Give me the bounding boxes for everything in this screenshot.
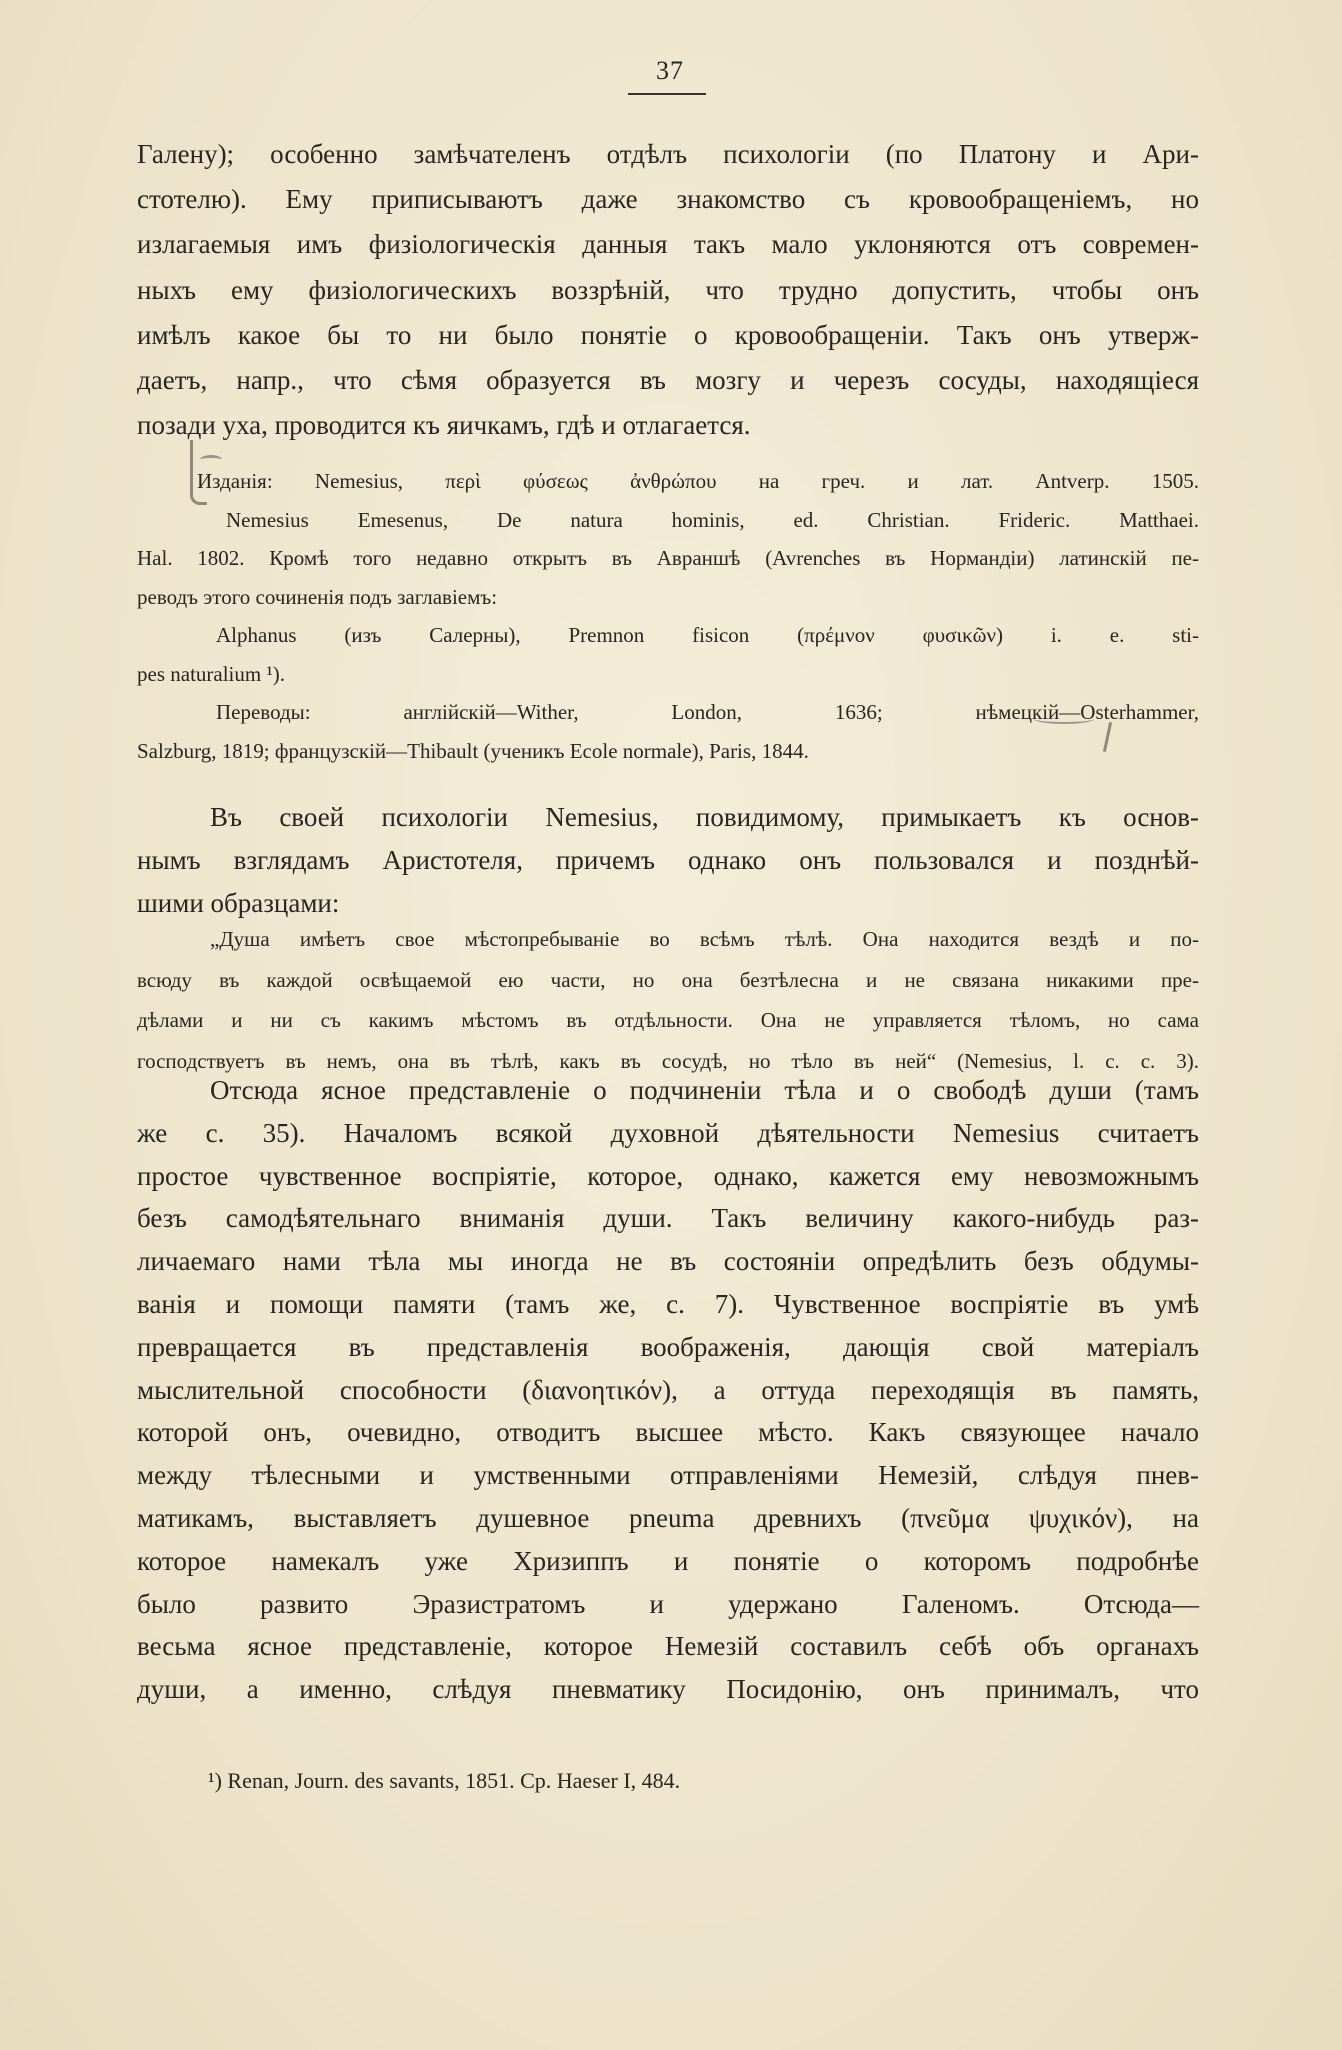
text-line: реводъ этого сочиненія подъ заглавіемъ: [137, 584, 498, 609]
text-line: Отсюда ясное представленіе о подчиненіи тѣла и о свободѣ души (тамъ [210, 1075, 1199, 1105]
text-line: позади уха, проводится къ яичкамъ, гдѣ и отлагается. [137, 410, 751, 441]
text-line: Hal. 1802. Кромѣ того недавно открытъ въ Авраншѣ (Avrenches въ Нормандіи) латинскій пе- [137, 546, 1199, 570]
text-line: Изданія: Nemesius, περὶ φύσεως ἀνθρώπου на греч. и лат. Antverp. 1505. [197, 469, 1199, 493]
text-line: личаемаго нами тѣла мы иногда не въ состояніи опредѣлить безъ обдумы- [137, 1246, 1199, 1277]
quotation [137, 919, 1199, 1081]
page-number: 37 [656, 56, 684, 85]
text-line: весьма ясное представленіе, которое Немезій составилъ себѣ объ органахъ [137, 1631, 1199, 1662]
paragraph-1 [137, 132, 1199, 448]
text-line: ванія и помощи памяти (тамъ же, с. 7). Чувственное воспріятіе въ умѣ [137, 1288, 1199, 1319]
text-line: имѣлъ какое бы то ни было понятіе о кровообращеніи. Такъ онъ утверж- [137, 319, 1199, 350]
text-line: Alphanus (изъ Салерны), Premnon fisicon (πρέμνον φυσικῶν) i. e. sti- [216, 623, 1199, 647]
text-line: превращается въ представленія воображенія, дающія свой матеріалъ [137, 1331, 1199, 1362]
paragraph-3 [137, 1069, 1199, 1711]
text-line: Salzburg, 1819; французскій—Thibault (ученикъ Ecole normale), Paris, 1844. [137, 738, 809, 763]
text-line: даетъ, напр., что сѣмя образуется въ мозгу и черезъ сосуды, находящіеся [137, 364, 1199, 395]
text-line: Переводы: англійскій—Wither, London, 1636; нѣмецкій—Osterhammer, [216, 700, 1199, 724]
text-line: же с. 35). Началомъ всякой духовной дѣятельности Nemesius считаетъ [137, 1117, 1199, 1148]
text-line: стотелю). Ему приписываютъ даже знакомство съ кровообращеніемъ, но [137, 184, 1199, 215]
pencil-underline-mark [1034, 714, 1094, 724]
text-line: души, а именно, слѣдуя пневматику Посидонію, онъ принималъ, что [137, 1674, 1199, 1705]
pencil-bracket-mark [190, 440, 207, 505]
editions-note [137, 462, 1199, 770]
text-line: Въ своей психологіи Nemesius, повидимому, примыкаетъ къ основ- [210, 802, 1199, 832]
paragraph-2 [137, 796, 1199, 924]
text-line: матикамъ, выставляетъ душевное pneuma древнихъ (πνεῦμα ψυχικόν), на [137, 1502, 1199, 1533]
text-line: дѣлами и ни съ какимъ мѣстомъ въ отдѣльности. Она не управляется тѣломъ, но сама [137, 1008, 1199, 1032]
footnote [208, 1766, 1108, 1796]
text-line: ныхъ ему физіологическихъ воззрѣній, что трудно допустить, чтобы онъ [137, 274, 1199, 305]
text-line: между тѣлесными и умственными отправленіями Немезій, слѣдуя пнев- [137, 1460, 1199, 1491]
text-line: „Душа имѣетъ свое мѣстопребываніе во всѣмъ тѣлѣ. Она находится вездѣ и по- [210, 927, 1199, 951]
text-line: которой онъ, очевидно, отводитъ высшее мѣсто. Какъ связующее начало [137, 1417, 1199, 1448]
footnote-text: ¹) Renan, Journ. des savants, 1851. Cp. Haeser I, 484. [208, 1768, 681, 1793]
text-line: шими образцами: [137, 887, 340, 918]
text-line: Галену); особенно замѣчателенъ отдѣлъ психологіи (по Платону и Ари- [137, 139, 1199, 169]
text-line: господствуетъ въ немъ, она въ тѣлѣ, какъ въ сосудѣ, но тѣло въ ней“ (Nemesius, l. c. c. 3). [137, 1048, 1199, 1073]
text-line: нымъ взглядамъ Аристотеля, причемъ однако онъ пользовался и позднѣй- [137, 844, 1199, 875]
text-line: всюду въ каждой освѣщаемой ею части, но она безтѣлесна и не связана никакими пре- [137, 967, 1199, 992]
text-line: мыслительной способности (διανοητικόν), а оттуда переходящія въ память, [137, 1374, 1199, 1405]
pencil-tick-mark [200, 455, 222, 464]
page-number-rule [628, 93, 706, 95]
text-line: которое намекалъ уже Хризиппъ и понятіе о которомъ подробнѣе [137, 1545, 1199, 1576]
text-line: безъ самодѣятельнаго вниманія души. Такъ величину какого-нибудь раз- [137, 1203, 1199, 1234]
text-line: pes naturalium ¹). [137, 661, 286, 686]
text-line: Nemesius Emesenus, De natura hominis, ed. Christian. Frideric. Matthaei. [226, 507, 1199, 532]
text-line: излагаемыя имъ физіологическія данныя такъ мало уклоняются отъ современ- [137, 229, 1199, 260]
text-line: простое чувственное воспріятіе, которое, однако, кажется ему невозможнымъ [137, 1160, 1199, 1191]
text-line: было развито Эразистратомъ и удержано Галеномъ. Отсюда— [137, 1588, 1199, 1619]
